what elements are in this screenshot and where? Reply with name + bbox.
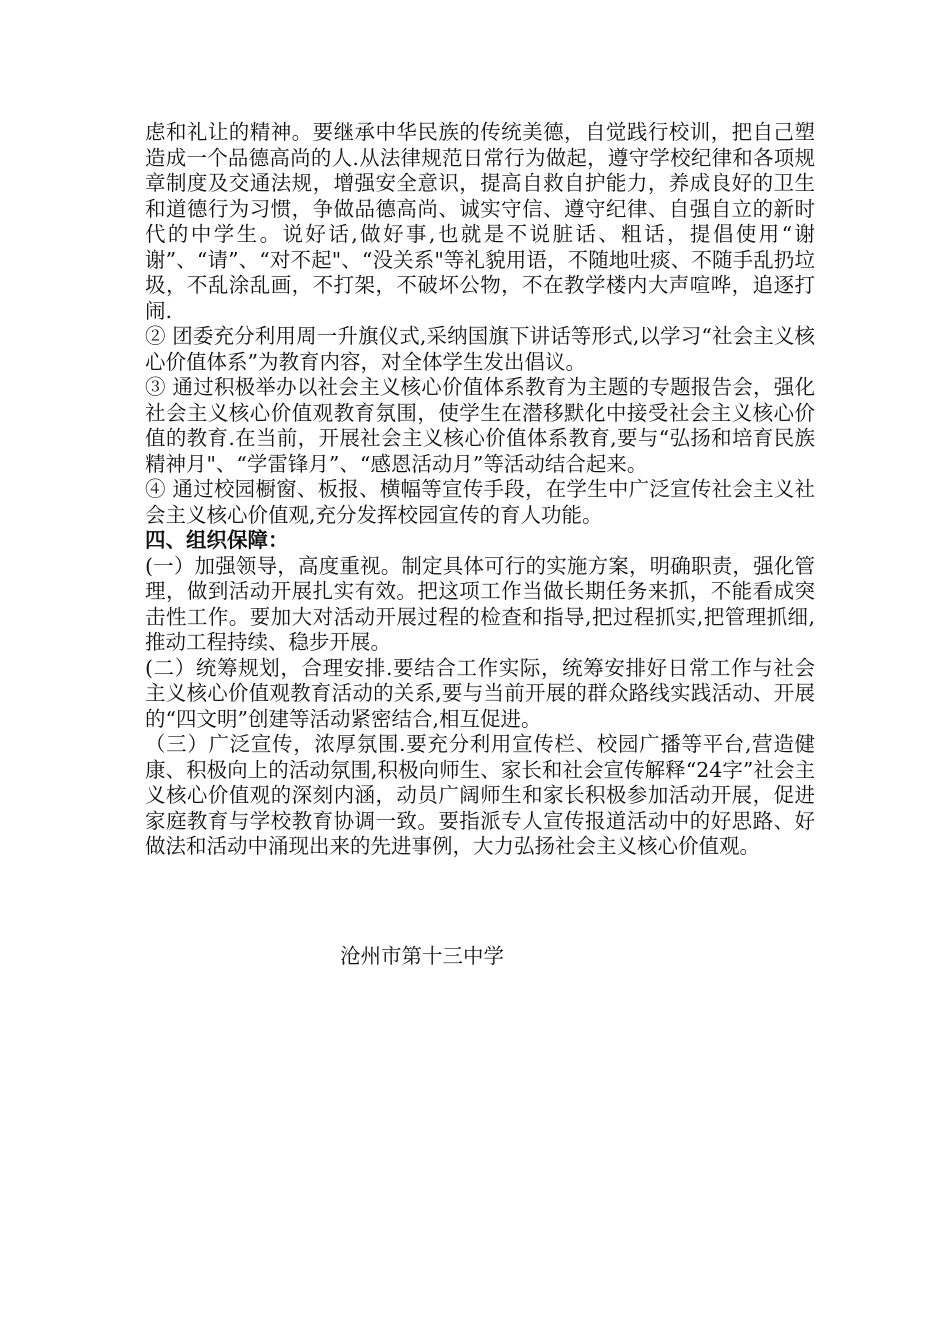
paragraph-item-4: ④ 通过校园橱窗、板报、横幅等宣传手段，在学生中广泛宣传社会主义社会主义核心价值观,充分发挥校园宣传的育人功能。 [145,477,815,527]
paragraph-item-3: ③ 通过积极举办以社会主义核心价值体系教育为主题的专题报告会，强化社会主义核心价值观教育氛围，使学生在潜移默化中接受社会主义核心价值的教育.在当前，开展社会主义核心价值体系教育,要与“弘扬和培育民族精神月"、“学雷锋月”、“感恩活动月”等活动结合起来。 [145,375,815,476]
paragraph-item-2: ② 团委充分利用周一升旗仪式,采纳国旗下讲话等形式,以学习“社会主义核心价值体系”为教育内容，对全体学生发出倡议。 [145,324,815,374]
paragraph-conduct: 虑和礼让的精神。要继承中华民族的传统美德，自觉践行校训，把自己塑造成一个品德高尚的人.从法律规范日常行为做起，遵守学校纪律和各项规章制度及交通法规，增强安全意识，提高自救自护能力，养成良好的卫生和道德行为习惯，争做品德高尚、诚实守信、遵守纪律、自强自立的新时代的中学生。说好话,做好事,也就是不说脏话、粗话，提倡使用“谢谢”、“请”、“对不起"、“没关系"等礼貌用语，不随地吐痰、不随手乱扔垃圾，不乱涂乱画，不打架，不破坏公物，不在教学楼内大声喧哗，追逐打闹. [145,120,815,323]
school-signature: 沧州市第十三中学 [340,944,504,968]
paragraph-guarantee-3: （三）广泛宣传，浓厚氛围.要充分利用宣传栏、校园广播等平台,营造健康、积极向上的活动氛围,积极向师生、家长和社会宣传解释“24字”社会主义核心价值观的深刻内涵，动员广阔师生和家长积极参加活动开展，促进家庭教育与学校教育协调一致。要指派专人宣传报道活动中的好思路、好做法和活动中涌现出来的先进事例，大力弘扬社会主义核心价值观。 [145,732,815,858]
section-heading: 四、组织保障： [145,528,289,552]
document-body [145,120,815,860]
paragraph-guarantee-2: (二）统筹规划，合理安排.要结合工作实际，统筹安排好日常工作与社会主义核心价值观教育活动的关系,要与当前开展的群众路线实践活动、开展的“四文明”创建等活动紧密结合,相互促进。 [145,655,815,731]
paragraph-guarantee-1: (一）加强领导，高度重视。制定具体可行的实施方案，明确职责，强化管理，做到活动开展扎实有效。把这项工作当做长期任务来抓，不能看成突击性工作。要加大对活动开展过程的检查和指导,把过程抓实,把管理抓细,推动工程持续、稳步开展。 [145,553,815,654]
